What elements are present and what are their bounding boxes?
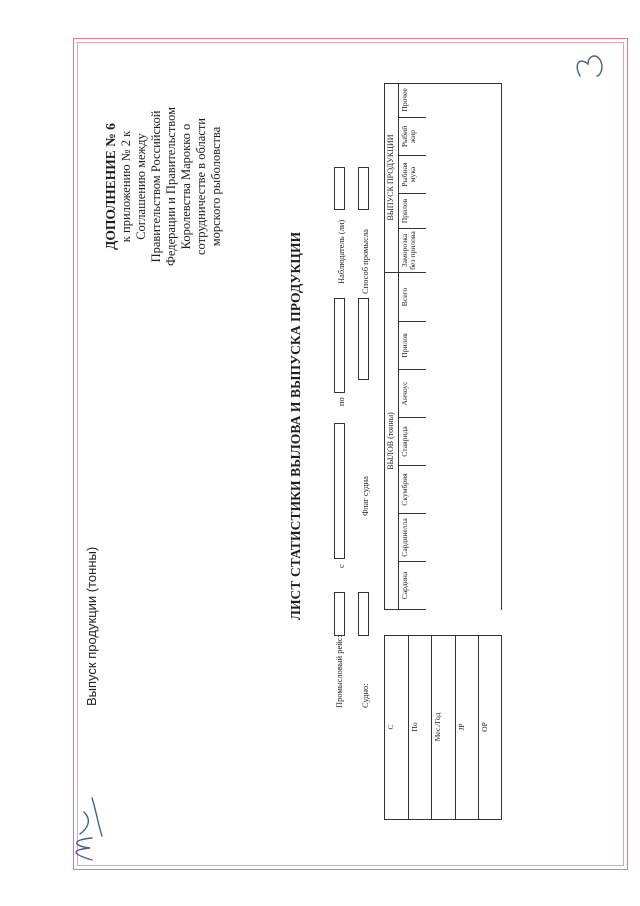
to-field[interactable]	[334, 298, 345, 393]
observer-label: Наблюдатель (ли)	[336, 219, 346, 284]
period-header-month: Мес./Год	[431, 635, 455, 820]
output-group-header: ВЫПУСК ПРОДУКЦИИ	[384, 83, 398, 273]
catch-table	[384, 83, 502, 610]
trip-field[interactable]	[334, 592, 345, 636]
vessel-label: Судно:	[360, 683, 370, 708]
addendum-line: к приложению № 2 к	[119, 130, 134, 243]
from-field[interactable]	[334, 423, 345, 559]
addendum-line: Королевства Марокко о	[179, 123, 194, 250]
period-header-c: С	[384, 635, 408, 820]
flag-field[interactable]	[358, 298, 369, 380]
col-sardine: Сардина	[398, 562, 426, 610]
col-mackerel: Скумбрия	[398, 466, 426, 514]
addendum-line: Правительством Российской	[149, 110, 164, 263]
method-label: Способ промысла	[360, 229, 370, 294]
addendum-title: ДОПОЛНЕНИЕ № 6	[103, 123, 118, 250]
col-frozen: Заморозка без прилова	[398, 229, 426, 273]
col-fish-oil: Рыбий жир	[398, 118, 426, 156]
page-number-mark	[572, 44, 608, 84]
period-header-op: ОР	[478, 635, 502, 820]
addendum-line: сотрудничестве в области	[194, 118, 209, 256]
to-label: по	[336, 397, 346, 406]
col-sardinella: Сардинелла	[398, 514, 426, 562]
period-header-to: По	[408, 635, 432, 820]
col-total: Всего	[398, 273, 426, 322]
vessel-field[interactable]	[358, 592, 369, 636]
period-table	[384, 635, 502, 820]
period-header-jp: ЈР	[455, 635, 479, 820]
addendum-line: Соглашению между	[134, 133, 149, 240]
col-horse-mackerel: Ставрида	[398, 418, 426, 466]
col-other: Прочее	[398, 83, 426, 118]
output-footer-label: Выпуск продукции (тонны)	[84, 546, 99, 706]
catch-group-header: ВЫЛОВ (тонны)	[384, 273, 398, 610]
col-anchovy: Анчоус	[398, 370, 426, 418]
trip-label: Промысловый рейс:	[334, 635, 344, 708]
sheet-title: ЛИСТ СТАТИСТИКИ ВЫЛОВА И ВЫПУСКА ПРОДУКЦИИ	[288, 231, 303, 621]
col-fishmeal: Рыбная мука	[398, 156, 426, 194]
addendum-line: Федерации и Правительством	[164, 106, 179, 267]
addendum-block	[103, 99, 224, 274]
from-label: с	[336, 564, 346, 568]
addendum-line: морского рыболовства	[209, 126, 224, 247]
method-field[interactable]	[358, 167, 369, 210]
col-output-bycatch: Прилов	[398, 194, 426, 229]
col-bycatch: Прилов	[398, 322, 426, 370]
flag-label: Флаг судна	[360, 476, 370, 516]
observer-field[interactable]	[334, 167, 345, 210]
signature-initials	[62, 794, 112, 864]
